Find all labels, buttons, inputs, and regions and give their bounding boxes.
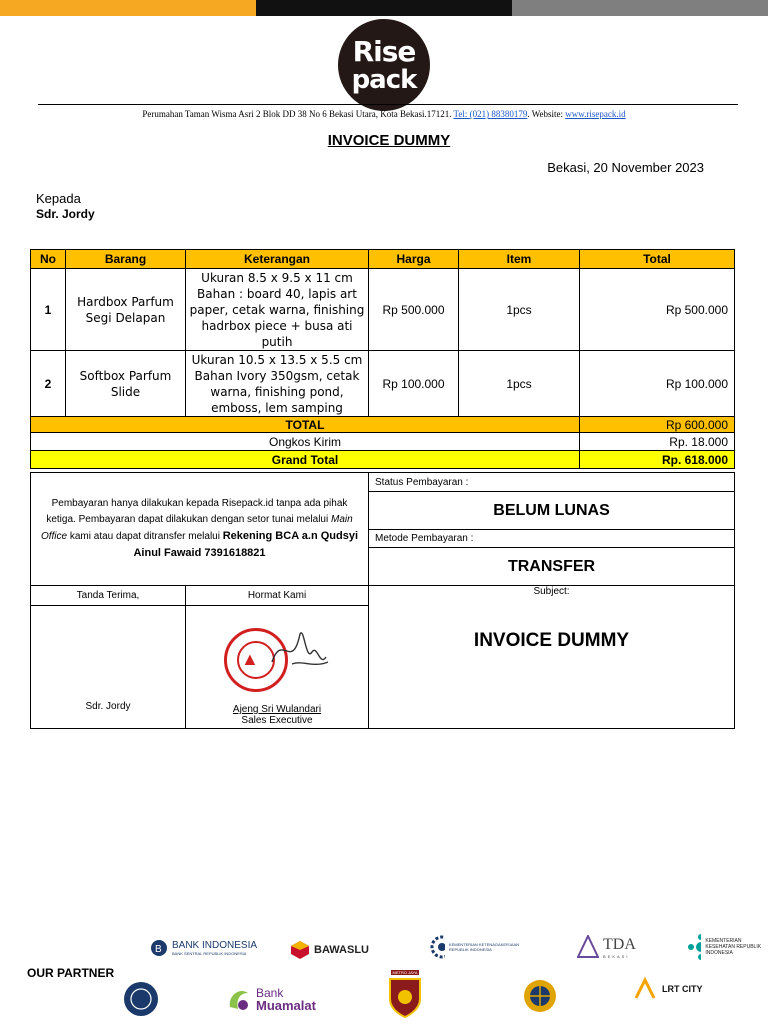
total-label: TOTAL: [31, 417, 580, 433]
payment-note: [31, 473, 369, 586]
header-no: No: [31, 250, 66, 269]
row-item: 1pcs: [459, 351, 580, 417]
logo-line-1: Rise: [352, 34, 416, 68]
header-item: Item: [459, 250, 580, 269]
partner-name: BANK INDONESIA: [172, 940, 258, 951]
kepada-label: Kepada: [36, 191, 81, 206]
row-barang: Hardbox Parfum Segi Delapan: [66, 269, 186, 351]
shipping-label: Ongkos Kirim: [31, 433, 580, 451]
partner-sub: BEKASI: [603, 953, 630, 959]
header-barang: Barang: [66, 250, 186, 269]
stamp-mountain-icon: ▲: [241, 649, 259, 669]
header-harga: Harga: [369, 250, 459, 269]
partner-name: METRO JAYA: [392, 970, 418, 975]
grand-total-label: Grand Total: [31, 451, 580, 469]
partner-name: KEMENTERIAN KESEHATAN REPUBLIK INDONESIA: [705, 938, 762, 956]
payment-signature-table: [30, 472, 735, 729]
row-no: 1: [31, 269, 66, 351]
signature-scribble: [262, 622, 332, 678]
svg-text:B: B: [155, 944, 162, 955]
website-label: . Website:: [527, 109, 566, 119]
partner-name: Bank: [256, 985, 284, 1000]
received-label: Tanda Terima,: [31, 586, 186, 606]
partner-emblem: [522, 978, 558, 1014]
risepack-logo: [338, 19, 430, 111]
partner-name: BAWASLU: [314, 944, 369, 956]
subject-label: Subject:: [533, 586, 570, 597]
row-total: Rp 100.000: [580, 351, 735, 417]
note-italic: Main Office: [40, 514, 353, 542]
row-barang: Softbox Parfum Slide: [66, 351, 186, 417]
polda-metro-jaya-icon: [386, 975, 424, 1019]
header-keterangan: Keterangan: [186, 250, 369, 269]
row-item: 1pcs: [459, 269, 580, 351]
subject-cell: [369, 586, 735, 729]
shipping-row: [31, 433, 735, 451]
status-value: BELUM LUNAS: [369, 492, 735, 530]
grand-total-row: [31, 451, 735, 469]
row-total: Rp 500.000: [580, 269, 735, 351]
ipb-icon: [120, 980, 162, 1018]
grand-total-value: Rp. 618.000: [580, 451, 735, 469]
bank-indonesia-icon: [150, 939, 168, 957]
muamalat-icon: [226, 985, 252, 1013]
partner-name: KEMENTERIAN KETENAGAKERJAAN REPUBLIK INDONESIA: [448, 942, 520, 952]
regards-label: Hormat Kami: [186, 586, 369, 606]
method-value: TRANSFER: [369, 548, 735, 586]
row-keterangan: Ukuran 10.5 x 13.5 x 5.5 cm Bahan Ivory 350gsm, cetak warna, finishing pond, emboss, lem samping: [186, 351, 369, 417]
total-row: [31, 417, 735, 433]
top-color-bar: [0, 0, 768, 16]
partner-bank-indonesia: [150, 939, 257, 957]
row-no: 2: [31, 351, 66, 417]
method-label: Metode Pembayaran :: [369, 530, 735, 548]
partner-kemnaker: [430, 935, 520, 959]
note-bank-account: Rekening BCA a.n Qudsyi Ainul Fawaid 7391618821: [133, 530, 359, 559]
note-text-2: kami atau dapat ditransfer melalui: [67, 531, 223, 542]
subject-value: INVOICE DUMMY: [473, 630, 630, 651]
logo-line-2: pack: [351, 64, 417, 95]
signer-name: Ajeng Sri Wulandari: [232, 704, 322, 715]
status-label: Status Pembayaran :: [369, 473, 735, 492]
partner-name: LRT CITY: [662, 984, 703, 994]
kemenkes-icon: [686, 932, 701, 962]
website-link[interactable]: www.risepack.id: [565, 109, 626, 119]
partner-lrt-city: [632, 976, 703, 1002]
signer-title: Sales Executive: [241, 715, 313, 726]
invoice-date: Bekasi, 20 November 2023: [547, 160, 704, 175]
partner-metro-jaya: [386, 970, 424, 1019]
row-harga: Rp 100.000: [369, 351, 459, 417]
partner-kemenkes: [686, 932, 768, 962]
address-text: Perumahan Taman Wisma Asri 2 Blok DD 38 No 6 Bekasi Utara, Kota Bekasi.17121.: [142, 109, 454, 119]
phone-link[interactable]: Tel: (021) 88380179: [453, 109, 528, 119]
bawaslu-icon: [290, 940, 310, 960]
recipient-name: Sdr. Jordy: [36, 207, 95, 221]
top-bar-black: [256, 0, 512, 16]
partner-sub: BANK SENTRAL REPUBLIK INDONESIA: [172, 951, 247, 956]
table-header-row: [31, 250, 735, 269]
shipping-value: Rp. 18.000: [580, 433, 735, 451]
partner-label: OUR PARTNER: [27, 966, 115, 980]
partner-name: TDA: [603, 935, 636, 953]
top-bar-orange: [0, 0, 256, 16]
partner-muamalat: [226, 985, 316, 1013]
partner-ipb: [120, 980, 162, 1018]
tda-icon: [577, 935, 599, 959]
note-text-1: Pembayaran hanya dilakukan kepada Risepack.id tanpa ada pihak ketiga. Pembayaran dapat dilakukan dengan setor tunai melalui: [46, 498, 348, 525]
header-total: Total: [580, 250, 735, 269]
header-divider: [38, 104, 738, 105]
table-row: [31, 351, 735, 417]
partner-tda: [577, 935, 636, 959]
top-bar-gray: [512, 0, 768, 16]
total-value: Rp 600.000: [580, 417, 735, 433]
received-name: Sdr. Jordy: [31, 606, 186, 729]
partner-sub: Muamalat: [256, 997, 316, 1013]
table-row: [31, 269, 735, 351]
row-keterangan: Ukuran 8.5 x 9.5 x 11 cm Bahan : board 40, lapis art paper, cetak warna, finishing hadrbox piece + busa ati putih: [186, 269, 369, 351]
kemnaker-icon: [430, 935, 445, 959]
company-address: [0, 109, 768, 119]
invoice-title: INVOICE DUMMY: [327, 132, 451, 149]
lrt-city-icon: [632, 976, 658, 1002]
emblem-icon: [522, 978, 558, 1014]
invoice-table: [30, 249, 735, 469]
partner-bawaslu: [290, 940, 369, 960]
row-harga: Rp 500.000: [369, 269, 459, 351]
